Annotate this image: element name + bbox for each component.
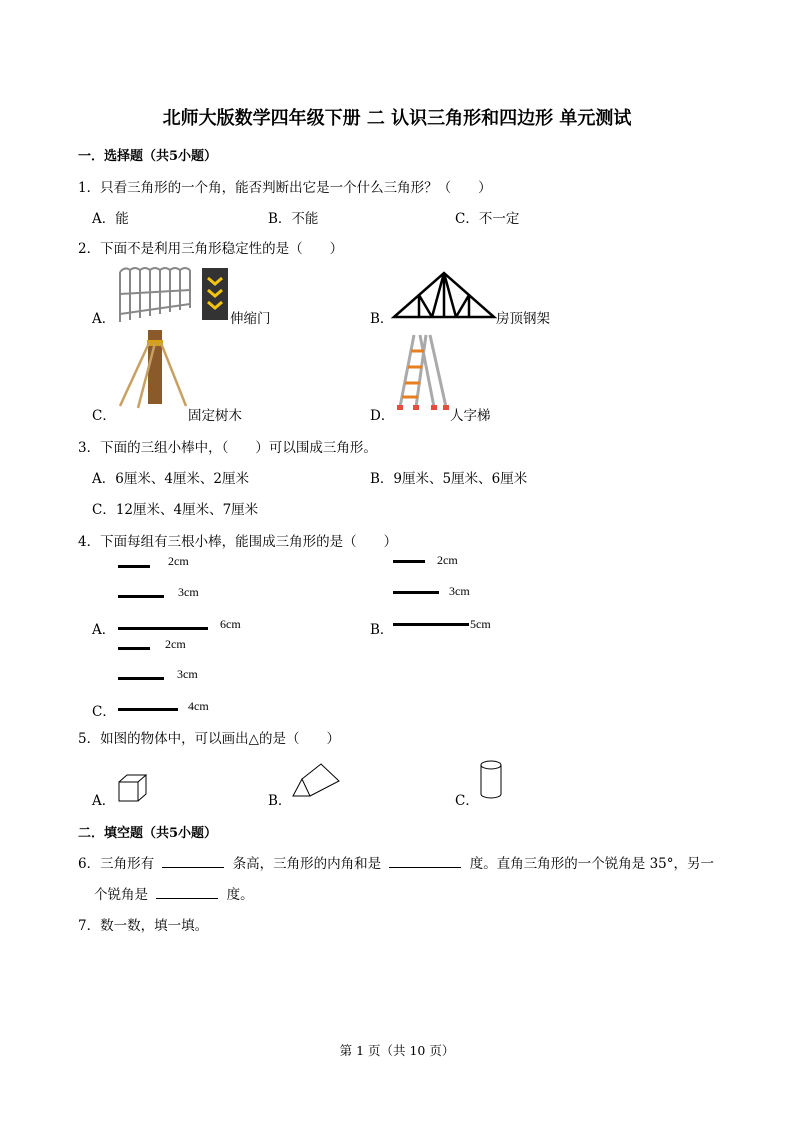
- q4-c-stick-4cm: [118, 708, 178, 711]
- q2-option-d-label: 人字梯: [450, 408, 491, 424]
- q4-b-stick-5cm: [393, 623, 469, 626]
- q3-option-b[interactable]: B．9厘米、5厘米、6厘米: [370, 471, 528, 487]
- q2-option-a-label: 伸缩门: [230, 311, 271, 327]
- page-title: 北师大版数学四年级下册 二 认识三角形和四边形 单元测试: [162, 108, 632, 129]
- q1-option-c[interactable]: C．不一定: [455, 211, 520, 227]
- question-5: 5．如图的物体中，可以画出△的是（ ）: [78, 731, 340, 747]
- q6-part2: 条高，三角形的内角和是: [232, 856, 382, 872]
- q2-option-b-label: 房顶钢架: [496, 311, 550, 327]
- q5-option-b[interactable]: B．: [268, 793, 292, 809]
- q5-option-c[interactable]: C．: [455, 793, 479, 809]
- q4-option-c[interactable]: C．: [92, 704, 116, 720]
- q4-b-stick-2cm: [393, 560, 425, 563]
- step-ladder-image: [396, 333, 450, 411]
- q2-option-a[interactable]: A．: [92, 311, 116, 327]
- page-footer: 第 1 页（共 10 页）: [339, 1043, 455, 1058]
- q4-b-stick-5cm-label: 5cm: [470, 617, 491, 631]
- triangular-prism-image: [292, 763, 340, 797]
- q4-a-stick-6cm: [118, 627, 208, 630]
- q4-c-stick-4cm-label: 4cm: [188, 699, 209, 713]
- q4-b-stick-2cm-label: 2cm: [437, 553, 458, 567]
- question-4: 4．下面每组有三根小棒，能围成三角形的是（ ）: [78, 534, 398, 550]
- retractable-gate-image: [118, 264, 228, 324]
- q4-c-stick-2cm-label: 2cm: [165, 637, 186, 651]
- q3-option-a[interactable]: A．6厘米、4厘米、2厘米: [92, 471, 250, 487]
- q6-line2b: 度。: [226, 887, 254, 903]
- question-6-line1: [78, 852, 714, 872]
- question-3: 3．下面的三组小棒中，（ ）可以围成三角形。: [78, 440, 377, 456]
- question-2: 2．下面不是利用三角形稳定性的是（ ）: [78, 241, 344, 257]
- q6-blank-other-acute[interactable]: [156, 884, 218, 899]
- q4-a-stick-3cm: [118, 595, 164, 598]
- q6-part3: 度。直角三角形的一个锐角是 35°，另一: [469, 856, 715, 872]
- q2-option-b[interactable]: B．: [370, 311, 394, 327]
- q4-a-stick-2cm: [118, 565, 150, 568]
- section-choice-heading: 一．选择题（共5小题）: [78, 149, 218, 164]
- q6-blank-heights[interactable]: [162, 853, 224, 868]
- q4-c-stick-2cm: [118, 647, 150, 650]
- q4-b-stick-3cm-label: 3cm: [449, 584, 470, 598]
- q6-blank-angle-sum[interactable]: [389, 853, 461, 868]
- cylinder-image: [479, 760, 503, 800]
- q2-option-c[interactable]: C．: [92, 408, 116, 424]
- q4-b-stick-3cm: [393, 591, 439, 594]
- q1-option-b[interactable]: B．不能: [268, 211, 319, 227]
- q4-option-b[interactable]: B．: [370, 622, 394, 638]
- tree-support-image: [118, 330, 188, 410]
- q5-option-a[interactable]: A．: [92, 793, 116, 809]
- question-1: 1．只看三角形的一个角，能否判断出它是一个什么三角形？（ ）: [78, 180, 492, 196]
- q4-a-stick-3cm-label: 3cm: [178, 585, 199, 599]
- q4-c-stick-3cm-label: 3cm: [177, 667, 198, 681]
- roof-truss-image: [394, 271, 494, 321]
- cube-image: [118, 774, 148, 802]
- q6-line2a: 个锐角是: [94, 887, 148, 903]
- q4-a-stick-6cm-label: 6cm: [220, 617, 241, 631]
- question-6-line2: [94, 883, 254, 903]
- q4-a-stick-2cm-label: 2cm: [168, 554, 189, 568]
- q4-option-a[interactable]: A．: [92, 622, 116, 638]
- question-7: 7．数一数，填一填。: [78, 918, 209, 934]
- q6-part1: 6．三角形有: [78, 856, 155, 872]
- q4-c-stick-3cm: [118, 677, 164, 680]
- q2-option-c-label: 固定树木: [188, 408, 242, 424]
- section-fill-heading: 二．填空题（共5小题）: [78, 826, 218, 841]
- q1-option-a[interactable]: A．能: [92, 211, 129, 227]
- q3-option-c[interactable]: C．12厘米、4厘米、7厘米: [92, 502, 259, 518]
- q2-option-d[interactable]: D．: [370, 408, 395, 424]
